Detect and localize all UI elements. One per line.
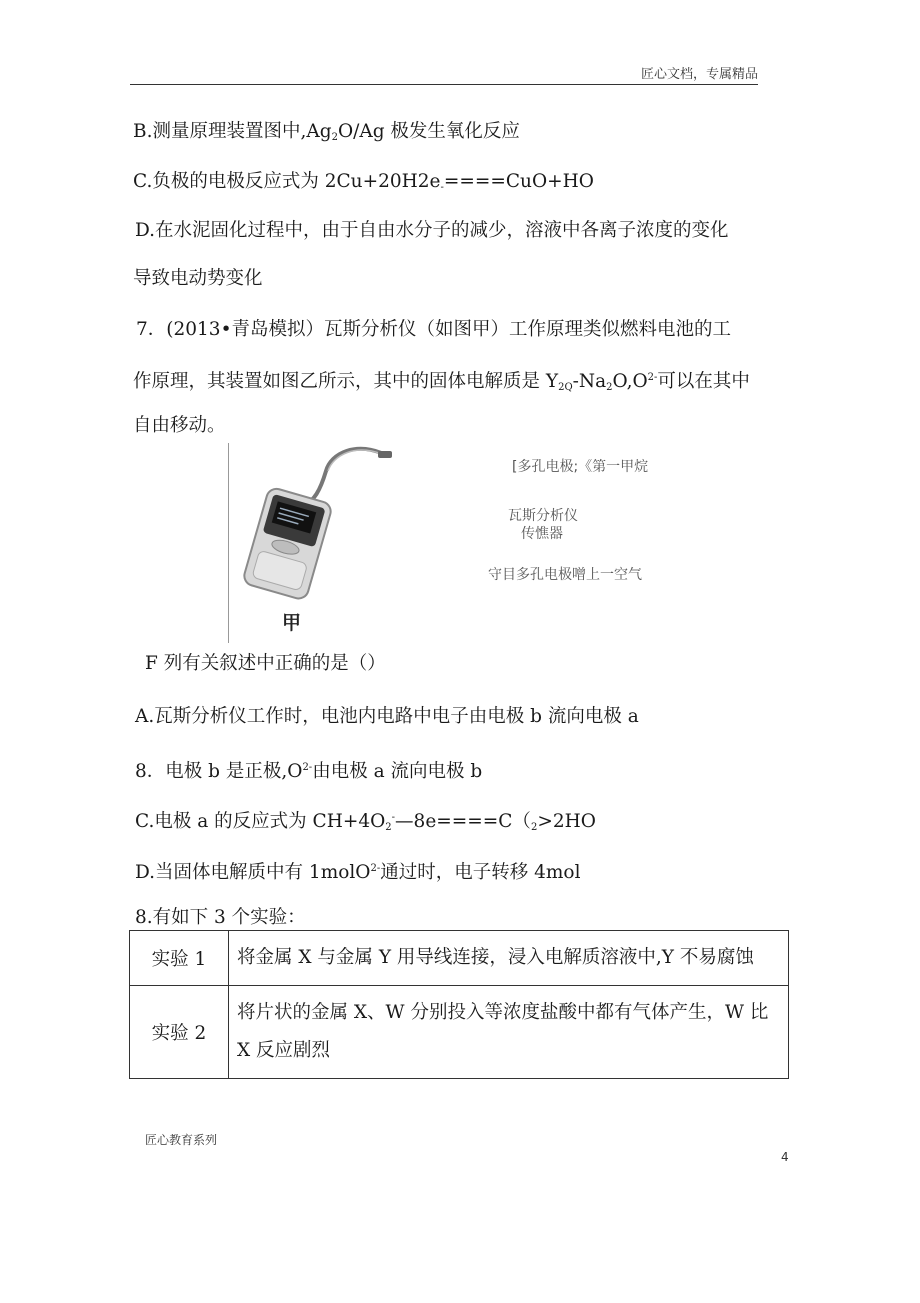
figure-annotation-porous-electrode-methane: [多孔电极;《第一甲烷 (512, 459, 649, 475)
figure-border (228, 443, 229, 643)
footer-series: 匠心教育系列 (145, 1133, 218, 1147)
figure-annotation-sensor: 传憔器 (521, 526, 563, 542)
header-rule (130, 84, 758, 85)
question7-prompt: F 列有关叙述中正确的是（） (145, 653, 386, 674)
option-8-electrode-b: 8．电极 b 是正极$,O^{2-}$由电极 a 流向电极 b (135, 761, 483, 782)
table-row (130, 986, 789, 1079)
question8-intro: 8.有如下 3 个实验： (135, 907, 306, 928)
gas-analyzer-device-image (236, 443, 396, 603)
experiment-label: 实验 1 (130, 931, 229, 986)
header-text: 匠心文档，专属精品 (640, 67, 758, 82)
figure-label-jia: 甲 (282, 612, 302, 634)
page-number: 4 (781, 1150, 789, 1164)
option-d-line2: 导致电动势变化 (133, 268, 263, 289)
figure-annotation-air: 守目多孔电极噌上一空气 (488, 567, 642, 583)
experiments-table (129, 930, 789, 1079)
option-b: B.测量原理装置图中$,Ag_2O/Ag$ 极发生氧化反应 (133, 121, 520, 143)
question7-line1: 7．(2013•青岛模拟）瓦斯分析仪（如图甲）工作原理类似燃料电池的工 (136, 319, 731, 340)
option-d-electrolyte: D.当固体电解质中有 1molO$^{2-}$通过时，电子转移 4mol (135, 862, 581, 883)
figure-annotation-analyzer: 瓦斯分析仪 (508, 508, 578, 524)
experiment-description: 将片状的金属 X、W 分别投入等浓度盐酸中都有气体产生，W 比 X 反应剧烈 (229, 986, 789, 1079)
option-a: A.瓦斯分析仪工作时，电池内电路中电子由电极 b 流向电极 a (135, 706, 639, 727)
table-row (130, 931, 789, 986)
question7-line2: 作原理，其装置如图乙所示，其中的固体电解质是 $Y_{2Q}-Na_2O,O^{2-}$可以在其中 (133, 371, 750, 393)
experiment-description: 将金属 X 与金属 Y 用导线连接，浸入电解质溶液中,Y 不易腐蚀 (229, 931, 789, 986)
option-c-electrode-a: C.电极 a 的反应式为 $CH+4O_2^-—8e====C(_2>2HO$ (135, 811, 596, 833)
question7-line3: 自由移动。 (133, 415, 226, 436)
option-d-line1: D.在水泥固化过程中，由于自由水分子的减少，溶液中各离子浓度的变化 (135, 220, 729, 241)
option-c: C.负极的电极反应式为 $2Cu+20H2e_-====CuO+HO$ (133, 171, 594, 193)
experiment-label: 实验 2 (130, 986, 229, 1079)
